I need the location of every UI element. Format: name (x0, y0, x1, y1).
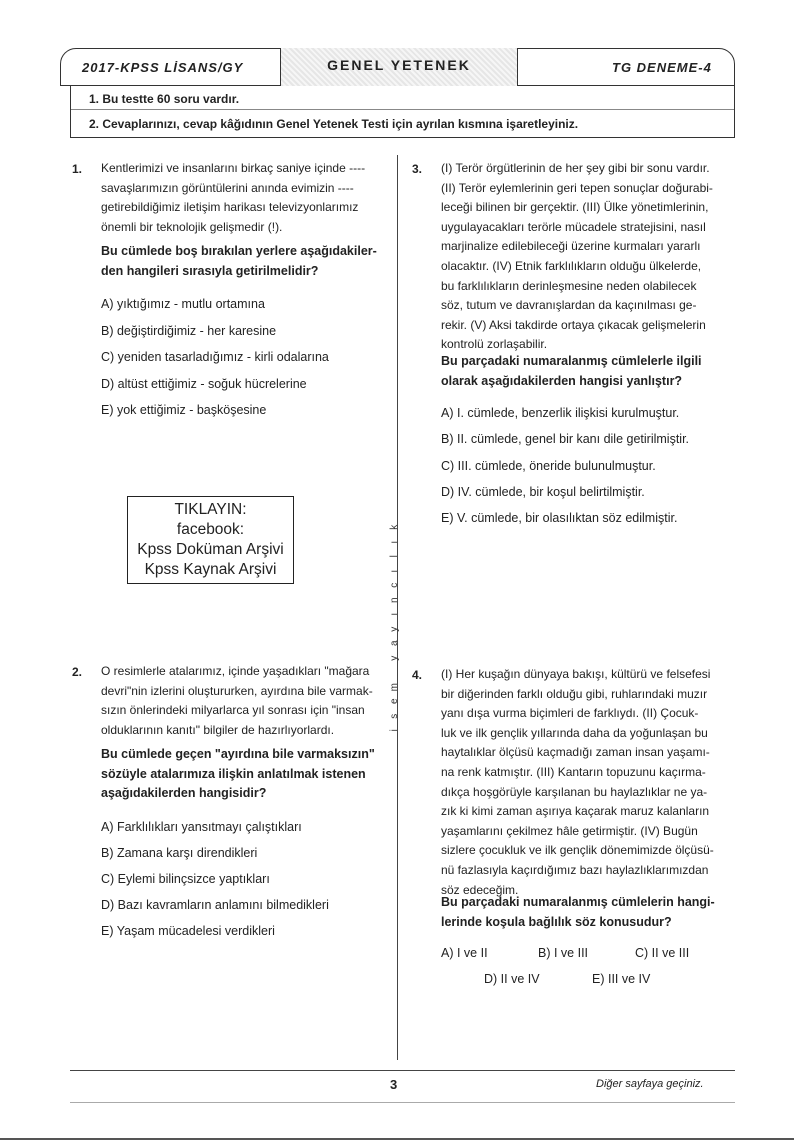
q3-option-e[interactable]: E) V. cümlede, bir olasılıktan söz edilmiştir. (441, 511, 678, 525)
q3-option-b[interactable]: B) II. cümlede, genel bir kanı dile getirilmiştir. (441, 432, 690, 446)
stem-line: Bu parçadaki numaralanmış cümlelerle ilgili (441, 354, 702, 368)
stem-line: den hangileri sırasıyla getirilmelidir? (101, 263, 319, 278)
text-line: uygulayacakları terörle mücadele stratejisini, nasıl (441, 219, 706, 234)
text-line: bu farklılıkların derinleşmesine neden olabilecek (441, 278, 697, 293)
q1-option-c[interactable]: C) yeniden tasarladığımız - kirli odalarına (101, 350, 329, 364)
text-line: devri"nin izlerini oluştururken, ayırdına bile varmak- (101, 683, 373, 698)
promo-box[interactable] (127, 496, 294, 584)
footer-rule-2 (70, 1102, 735, 1103)
instructions-divider (71, 109, 734, 110)
test-title-box (280, 48, 518, 86)
q2-option-b[interactable]: B) Zamana karşı direndikleri (101, 846, 258, 860)
question-4-text (441, 665, 723, 900)
footer-rule (70, 1070, 735, 1071)
text-line: dıkça hoşgörüyle karşılanan bu haylazlıklar ne ya- (441, 784, 708, 799)
q4-option-b[interactable]: B) I ve III (538, 946, 589, 960)
text-line: (I) Her kuşağın dünyaya bakışı, kültürü ve felsefesi (441, 667, 711, 681)
q1-option-a[interactable]: A) yıktığımız - mutlu ortamına (101, 297, 265, 311)
question-2-number: 2. (72, 665, 83, 679)
question-3-number: 3. (412, 162, 423, 176)
text-line: söz, tutum ve davranışlardan da kaçınılması ge- (441, 298, 697, 313)
stem-line: aşağıdakilerden hangisidir? (101, 786, 267, 800)
page-bottom-edge (0, 1138, 794, 1140)
q3-option-d[interactable]: D) IV. cümlede, bir koşul belirtilmiştir. (441, 485, 645, 499)
question-4-number: 4. (412, 668, 423, 682)
question-2-stem (101, 745, 386, 804)
stem-line: Bu cümlede boş bırakılan yerlere aşağıdakiler- (101, 244, 377, 258)
text-line: yaşamlarını çekilmez hâle getirmiştir. (IV) Bugün (441, 823, 698, 838)
question-1-text (101, 159, 379, 237)
question-3-stem (441, 352, 726, 391)
text-line: getirebildiğimiz iletişim harikası televizyonlarımız (101, 200, 359, 215)
q3-option-a[interactable]: A) I. cümlede, benzerlik ilişkisi kurulmuştur. (441, 406, 680, 420)
publisher-vertical-text: k ı l ı c n ı y a y m e s i (388, 524, 400, 732)
instruction-2: 2. Cevaplarınızı, cevap kâğıdının Genel Yetenek Testi için ayrılan kısmına işaretleyiniz. (89, 117, 579, 131)
text-line: (I) Terör örgütlerinin de her şey gibi bir sonu vardır. (441, 161, 710, 175)
text-line: bir diğerinden farklı olduğu gibi, ruhlarındaki muzır (441, 686, 708, 701)
text-line: olduklarının kanıtı" bilgiler de hazırlıyorlardı. (101, 722, 335, 737)
q4-option-c[interactable]: C) II ve III (635, 946, 690, 960)
text-line: Kentlerimizi ve insanlarını birkaç saniye içinde ---- (101, 161, 366, 175)
text-line: (II) Terör eylemlerinin geri tepen sonuçlar doğurabi- (441, 180, 713, 195)
text-line: nü fazlasıyla kaçırdığımız bazı haylazlıklarımızdan (441, 862, 709, 877)
text-line: O resimlerle atalarımız, içinde yaşadıkları "mağara (101, 664, 370, 678)
page-number: 3 (390, 1077, 398, 1092)
next-page-note: Diğer sayfaya geçiniz. (596, 1078, 704, 1090)
exam-code: TG DENEME-4 (612, 60, 712, 75)
text-line: marjinalize edilebileceği üzerine kurmaları yararlı (441, 239, 701, 254)
question-1-stem (101, 242, 386, 281)
stem-line: olarak aşağıdakilerden hangisi yanlıştır? (441, 373, 683, 388)
text-line: luk ve ilk gençlik yıllarında daha da yoğunlaşan bu (441, 725, 708, 740)
promo-line: facebook: (176, 521, 245, 538)
promo-line: TIKLAYIN: (174, 501, 247, 518)
text-line: önemli bir teknolojik gelişmedir (!). (101, 219, 283, 234)
q1-option-e[interactable]: E) yok ettiğimiz - başköşesine (101, 403, 267, 417)
question-1-number: 1. (72, 162, 83, 176)
q4-option-a[interactable]: A) I ve II (441, 946, 488, 960)
text-line: sızın önlerindeki milyarlarca yıl sonrası için "insan (101, 703, 365, 718)
stem-line: Bu cümlede geçen "ayırdına bile varmaksızın" (101, 747, 375, 761)
stem-line: Bu parçadaki numaralanmış cümlelerin hangi- (441, 895, 715, 909)
text-line: leceği bilinen bir gerçektir. (III) Ülke yönetimlerinin, (441, 200, 709, 215)
instruction-1: 1. Bu testte 60 soru vardır. (89, 92, 240, 106)
text-line: olacaktır. (IV) Etnik farklılıkların olduğu ülkelerde, (441, 258, 702, 273)
text-line: rekir. (V) Aksi takdirde ortaya çıkacak gelişmelerin (441, 317, 706, 332)
text-line: kontrolü zorlaşabilir. (441, 337, 548, 352)
text-line: söz edeceğim. (441, 882, 519, 897)
question-2-text (101, 662, 379, 740)
exam-name: 2017-KPSS LİSANS/GY (82, 60, 244, 75)
instructions-box (70, 86, 735, 138)
q3-option-c[interactable]: C) III. cümlede, öneride bulunulmuştur. (441, 459, 656, 473)
text-line: haytalıklar ölçüsü kaçmadığı zaman insan yaşamı- (441, 745, 710, 760)
q2-option-a[interactable]: A) Farklılıkları yansıtmayı çalıştıkları (101, 820, 302, 834)
text-line: zık ki kimi zaman aşırıya kaçarak maruz kalanların (441, 804, 710, 819)
question-3-text (441, 159, 723, 355)
q2-option-e[interactable]: E) Yaşam mücadelesi verdikleri (101, 924, 275, 938)
q4-option-d[interactable]: D) II ve IV (484, 972, 540, 986)
q1-option-b[interactable]: B) değiştirdiğimiz - her karesine (101, 324, 277, 338)
promo-line: Kpss Doküman Arşivi (137, 541, 284, 558)
text-line: na renk katmıştır. (III) Kantarın topuzunu kaçırma- (441, 764, 706, 779)
q2-option-c[interactable]: C) Eylemi bilinçsizce yaptıkları (101, 872, 270, 886)
stem-line: lerinde koşula bağlılık söz konusudur? (441, 914, 672, 929)
test-title: GENEL YETENEK (327, 57, 471, 73)
q2-option-d[interactable]: D) Bazı kavramların anlamını bilmedikleri (101, 898, 329, 912)
promo-line: Kpss Kaynak Arşivi (144, 561, 277, 578)
stem-line: sözüyle atalarımıza ilişkin anlatılmak istenen (101, 766, 366, 781)
text-line: sizlere çocukluk ve ilk gençlik dönemimizde ölçüsü- (441, 843, 714, 858)
q4-option-e[interactable]: E) III ve IV (592, 972, 651, 986)
question-4-stem (441, 893, 726, 932)
text-line: savaşlarımızın görüntülerini anında evimizin ---- (101, 180, 354, 195)
text-line: yanı dışa vurma biçimleri de farklıydı. (II) Çocuk- (441, 706, 699, 721)
q1-option-d[interactable]: D) altüst ettiğimiz - soğuk hücrelerine (101, 377, 307, 391)
